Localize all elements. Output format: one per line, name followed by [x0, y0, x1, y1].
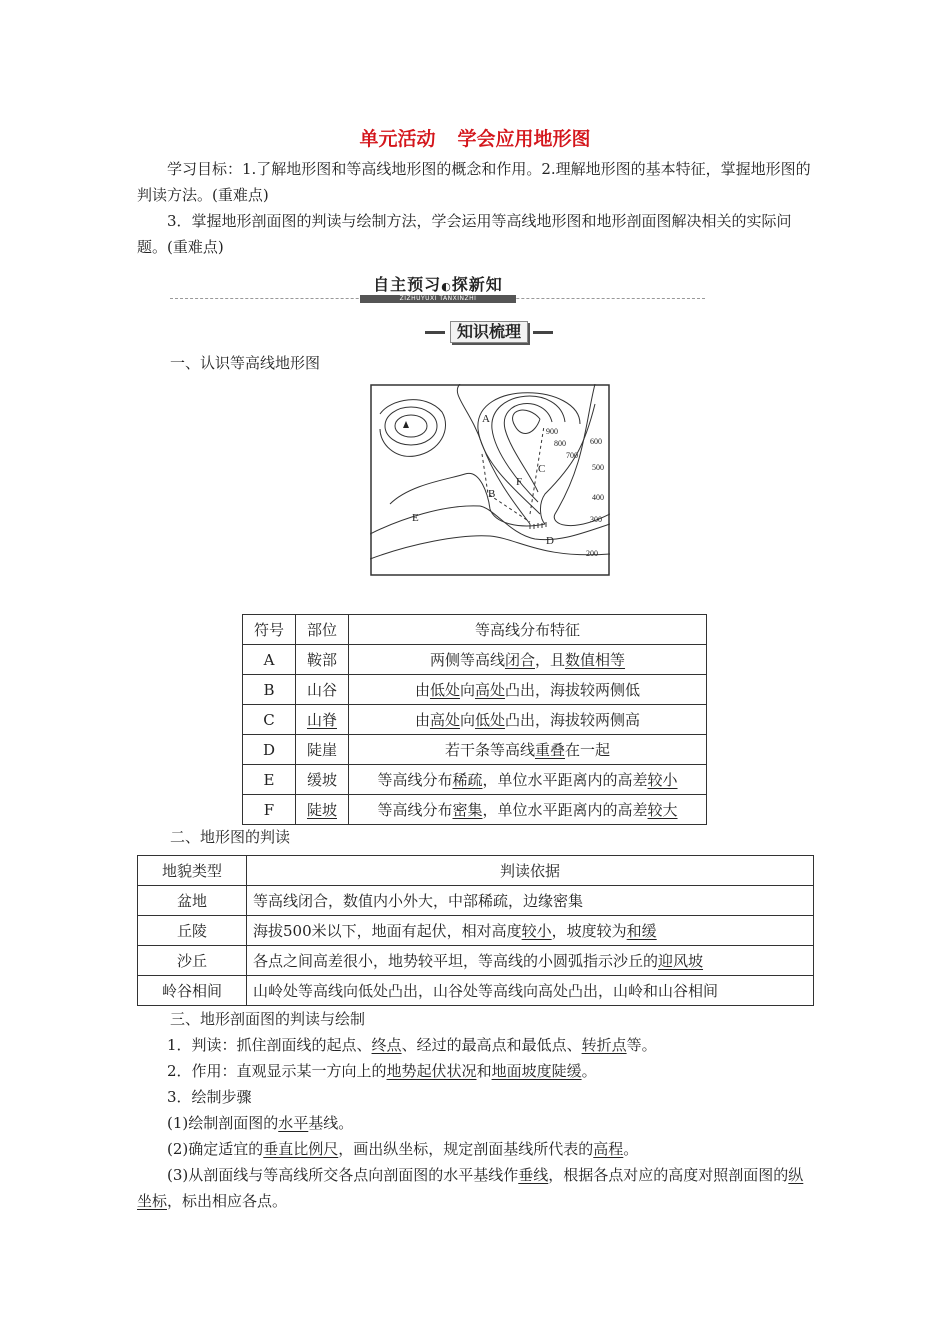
heading-bar-right [533, 331, 553, 334]
table-row [243, 645, 707, 675]
elev-600: 600 [590, 437, 602, 446]
symbol-cell: C [243, 705, 296, 735]
page-title: 单元活动 学会应用地形图 [359, 128, 591, 150]
banner-title: 自主预习◐探新知 [360, 272, 516, 296]
symbol-cell: A [243, 645, 296, 675]
section-banner [170, 272, 705, 302]
section-heading-3: 三、地形剖面图的判读与绘制 [170, 1010, 366, 1028]
basis-cell: 山岭处等高线向低处凸出，山谷处等高线向高处凸出，山岭和山谷相间 [247, 976, 814, 1006]
part-cell: 陡坡 [296, 795, 349, 825]
basis-cell: 海拔500米以下，地面有起伏，相对高度较小，坡度较为和缓 [247, 916, 814, 946]
header-cell: 等高线分布特征 [349, 615, 707, 645]
table-row [138, 916, 814, 946]
part-cell: 陡崖 [296, 735, 349, 765]
banner-subtitle: ZIZHUYUXI TANXINZHI [360, 295, 516, 303]
symbol-cell: E [243, 765, 296, 795]
elev-800: 800 [554, 439, 566, 448]
feature-cell: 若干条等高线重叠在一起 [349, 735, 707, 765]
feature-cell: 由低处向高处凸出，海拔较两侧低 [349, 675, 707, 705]
part-cell: 山脊 [296, 705, 349, 735]
part-cell: 缓坡 [296, 765, 349, 795]
label-C: C [538, 463, 546, 475]
header-cell: 符号 [243, 615, 296, 645]
feature-cell: 等高线分布稀疏，单位水平距离内的高差较小 [349, 765, 707, 795]
knowledge-heading: 知识梳理 [425, 320, 553, 344]
elev-300: 300 [590, 515, 602, 524]
table-row [243, 705, 707, 735]
symbol-cell: B [243, 675, 296, 705]
part-cell: 鞍部 [296, 645, 349, 675]
basis-cell: 各点之间高差很小，地势较平坦，等高线的小圆弧指示沙丘的迎风坡 [247, 946, 814, 976]
elev-900: 900 [546, 427, 558, 436]
elev-400: 400 [592, 493, 604, 502]
section-heading-1: 一、认识等高线地形图 [170, 354, 321, 372]
feature-cell: 由高处向低处凸出，海拔较两侧高 [349, 705, 707, 735]
feature-cell: 两侧等高线闭合，且数值相等 [349, 645, 707, 675]
contour-map [370, 384, 610, 576]
goal-paragraph-2: 3．掌握地形剖面图的判读与绘制方法，学会运用等高线地形图和地形剖面图解决相关的实际问题。(重难点) [137, 212, 792, 256]
label-F: F [516, 476, 523, 488]
step-2: (2)确定适宜的垂直比例尺，画出纵坐标，规定剖面基线所代表的高程。 [167, 1140, 639, 1158]
symbol-cell: F [243, 795, 296, 825]
step-1: (1)绘制剖面图的水平基线。 [167, 1114, 354, 1132]
header-cell: 地貌类型 [138, 856, 247, 886]
symbol-cell: D [243, 735, 296, 765]
table-header-row [243, 615, 707, 645]
label-B: B [488, 488, 496, 500]
table-row [243, 675, 707, 705]
function-paragraph: 2．作用：直观显示某一方向上的地势起伏状况和地面坡度陡缓。 [167, 1062, 597, 1080]
landform-type-cell: 岭谷相间 [138, 976, 247, 1006]
part-cell: 山谷 [296, 675, 349, 705]
peak-triangle-icon [403, 421, 409, 428]
goal-paragraph-1: 学习目标：1.了解地形图和等高线地形图的概念和作用。2.理解地形图的基本特征，掌握地形图的判读方法。(重难点) [137, 160, 811, 204]
table-row [138, 976, 814, 1006]
step-3: (3)从剖面线与等高线所交各点向剖面图的水平基线作垂线，根据各点对应的高度对照剖面图的纵坐标，标出相应各点。 [137, 1166, 804, 1210]
section-heading-2: 二、地形图的判读 [170, 828, 291, 846]
table-row [138, 886, 814, 916]
reading-paragraph: 1．判读：抓住剖面线的起点、终点、经过的最高点和最低点、转折点等。 [167, 1036, 657, 1054]
label-D: D [546, 535, 554, 547]
contour-features-table [242, 614, 707, 825]
steps-heading: 3．绘制步骤 [167, 1088, 252, 1106]
landform-table [137, 855, 814, 1006]
header-cell: 判读依据 [247, 856, 814, 886]
table-row [243, 735, 707, 765]
table-row [138, 946, 814, 976]
elev-700: 700 [566, 451, 578, 460]
basis-cell: 等高线闭合，数值内小外大，中部稀疏，边缘密集 [247, 886, 814, 916]
landform-type-cell: 盆地 [138, 886, 247, 916]
landform-type-cell: 丘陵 [138, 916, 247, 946]
table-row [243, 765, 707, 795]
elev-500: 500 [592, 463, 604, 472]
feature-cell: 等高线分布密集，单位水平距离内的高差较大 [349, 795, 707, 825]
landform-type-cell: 沙丘 [138, 946, 247, 976]
label-A: A [482, 413, 490, 425]
header-cell: 部位 [296, 615, 349, 645]
table-row [243, 795, 707, 825]
label-E: E [412, 512, 419, 524]
heading-bar-left [425, 331, 445, 334]
elev-200: 200 [586, 549, 598, 558]
table-header-row [138, 856, 814, 886]
